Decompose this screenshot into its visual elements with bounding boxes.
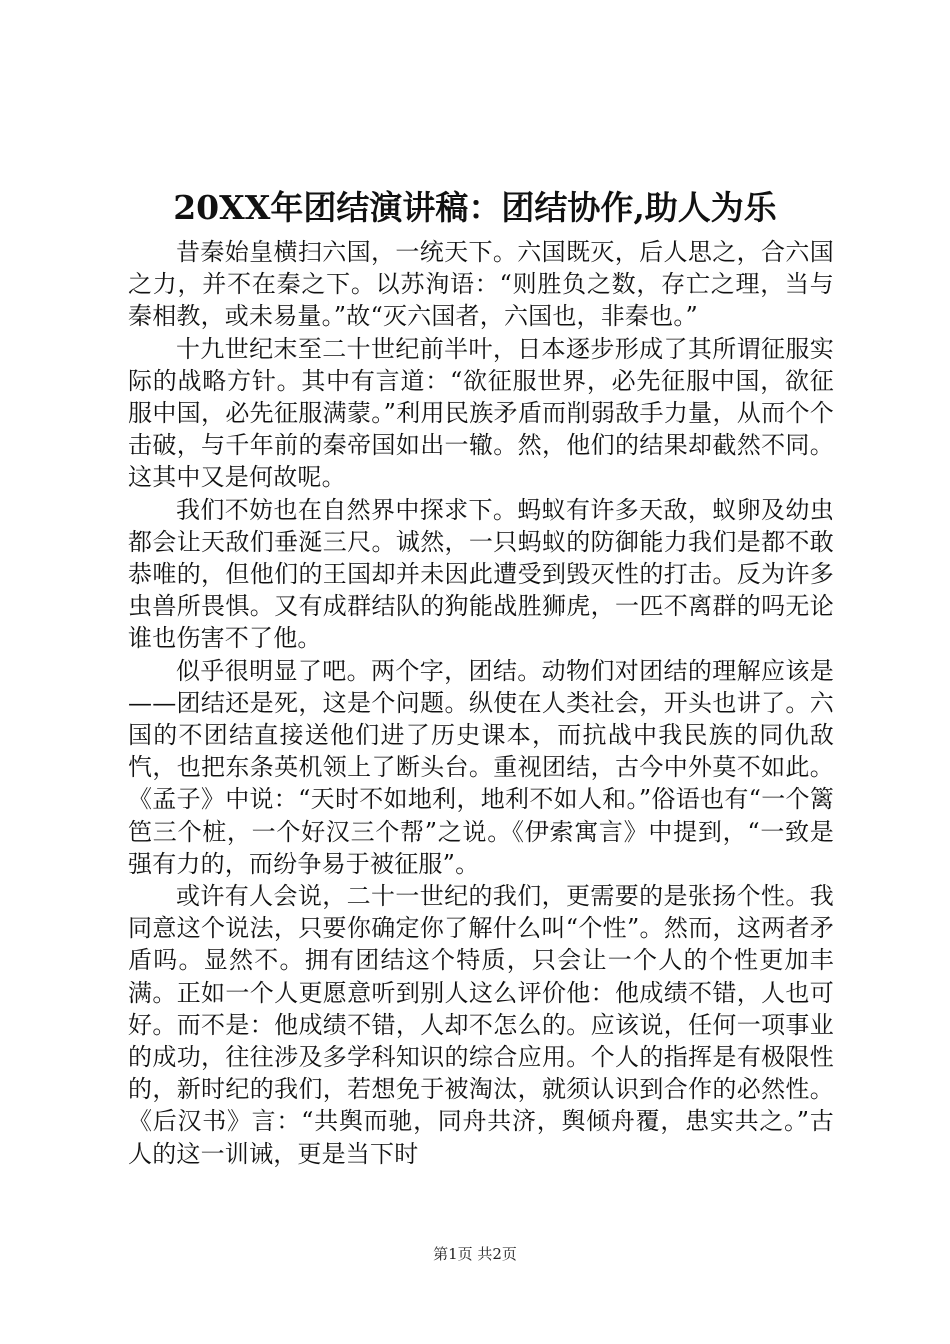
document-body xyxy=(128,236,834,1170)
paragraph-2: 十九世纪末至二十世纪前半叶，日本逐步形成了其所谓征服实际的战略方针。其中有言道：“欲征服世界，必先征服中国，欲征服中国，必先征服满蒙。”利用民族矛盾而削弱敌手力量，从而个个击破，与千年前的秦帝国如出一辙。然，他们的结果却截然不同。这其中又是何故呢。 xyxy=(128,334,834,492)
paragraph-3: 我们不妨也在自然界中探求下。蚂蚁有许多天敌，蚁卵及幼虫都会让天敌们垂涎三尺。诚然，一只蚂蚁的防御能力我们是都不敢恭唯的，但他们的王国却并未因此遭受到毁灭性的打击。反为许多虫兽所畏惧。又有成群结队的狗能战胜狮虎，一匹不离群的吗无论谁也伤害不了他。 xyxy=(128,495,834,653)
page-number-footer: 第1页 共2页 xyxy=(433,1245,517,1263)
document-title: 20XX年团结演讲稿：团结协作,助人为乐 xyxy=(173,188,777,227)
paragraph-5: 或许有人会说，二十一世纪的我们，更需要的是张扬个性。我同意这个说法，只要你确定你了解什么叫“个性”。然而，这两者矛盾吗。显然不。拥有团结这个特质，只会让一个人的个性更加丰满。正如一个人更愿意听到别人这么评价他：他成绩不错，人也可好。而不是：他成绩不错，人却不怎么的。应该说，任何一项事业的成功，往往涉及多学科知识的综合应用。个人的指挥是有极限性的，新时纪的我们，若想免于被淘汰，就须认识到合作的必然性。《后汉书》言：“共舆而驰，同舟共济，舆倾舟覆，患实共之。”古人的这一训诫，更是当下时 xyxy=(128,882,834,1168)
paragraph-4: 似乎很明显了吧。两个字，团结。动物们对团结的理解应该是——团结还是死，这是个问题。纵使在人类社会，开头也讲了。六国的不团结直接送他们进了历史课本，而抗战中我民族的同仇敌忾，也把东条英机领上了断头台。重视团结，古今中外莫不如此。《孟子》中说：“天时不如地利，地利不如人和。”俗语也有“一个篱笆三个桩，一个好汉三个帮”之说。《伊索寓言》中提到，“一致是强有力的，而纷争易于被征服”。 xyxy=(128,656,834,878)
paragraph-1: 昔秦始皇横扫六国，一统天下。六国既灭，后人思之，合六国之力，并不在秦之下。以苏洵语：“则胜负之数，存亡之理，当与秦相教，或未易量。”故“灭六国者，六国也，非秦也。” xyxy=(128,238,834,331)
